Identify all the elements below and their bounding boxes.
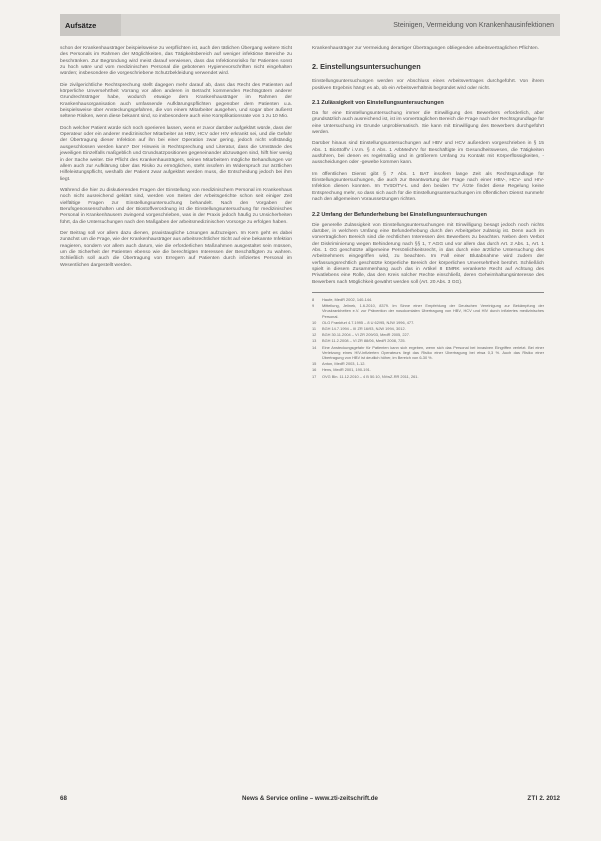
footnote-text: Anton, MedR 2003, 1-12. [322,361,366,367]
footnote-number: 11 [312,325,317,331]
paragraph: Einstellungsuntersuchungen werden vor Abschluss eines Arbeitsvertrages durchgeführt. Von ihrem positiven Ergebnis hängt es ab, ob ein Arbeitsverhältnis begründet wird oder nicht. [312,79,544,91]
footnote-text: Haufe, MedR 2002, 140-144. [322,296,373,302]
paragraph: Im öffentlichen Dienst gibt § 7 Abs. 1 BAT insofern lange Zeit als Rechtsgrundlage für Einstellungsuntersuchungen, die auch zur Beantwortung der Frage nach einer HBV-, HCV- und HIV-Infektion dienen konnten. Im TVöD/TV-L und den beiden TV Ärzte findet diese Regelung keine Entsprechung mehr, so dass sich auch für die Einstellungsuntersuchungen im öffentlichen Dienst nunmehr nach den allgemeinen Voraussetzungen richten. [312,171,544,203]
journal-logo: ZTI [527,795,538,802]
footnote [312,367,544,372]
paragraph: schon der Krankenhausträger beispielsweise zu verpflichten ist, auch den tätlichen Übergang weitere Sicht des Personals im Rahmen der Möglichkeiten, das Tätigkeitsbereich auf weniger infektiöse Bereiche zu beschränken. Zur Begründung wird meist darauf verwiesen, dass das Infektionsrisiko für Patienten sonst zu hoch wäre und vom medizinischen Personal die gebotenen Hygienevorschriften nicht eingehalten würden; insbesondere die vorgeschriebene Schutzbekleidung verwendet wird. [60,46,292,77]
paragraph: Während die hier zu diskutierenden Fragen der Einstellung von medizinischem Personal im Krankenhaus noch nicht ausreichend geklärt sind, werden von Seiten der Arbeitsgerichte schon seit einiger Zeit vielfältige Fragen zur Einstellungsuntersuchung behandelt. Nach den Vorgaben der Berufsgenossenschaften und der Biostoffverordnung ist die Einstellungsuntersuchung für medizinisches Personal in Krankenhäusern zwingend vorgeschrieben, was in der Praxis jedoch häufig zu Unsicherheiten führt, da die Untersuchungen nach den Maßgaben der arbeitsmedizinischen Vorsorge zu erfolgen haben. [60,187,292,225]
journal-issue: 2. 2012 [539,795,560,802]
subsection-heading: 2.2 Umfang der Befunderhebung bei Einstellungsuntersuchungen [312,211,487,218]
running-header [60,14,560,36]
right-column [312,46,544,380]
footnote [312,320,544,325]
section-heading: 2. Einstellungsuntersuchungen [312,62,421,72]
section-label: Aufsätze [60,14,121,36]
footnote-number: 10 [312,319,317,325]
paragraph: Krankenhausträger zur Vermeidung derartiger Übertragungen obliegenden arbeitsvertraglichen Pflichten. [312,46,540,51]
footnote [312,361,544,366]
footnote [312,326,544,331]
footnote-text: BGH 11.2.2008 – VI ZR 88/06, MedR 2008, 725. [322,338,406,344]
subsection-heading: 2.1 Zulässigkeit von Einstellungsuntersuchungen [312,100,444,107]
footnote-text: OVG Bln. 11.12.2010 – 4 B 50.10, NVwZ-RR 2011, 261. [322,373,419,379]
footnote-number: 13 [312,338,317,344]
footnote-text: Eine Ansteckungsgefahr für Patienten kann sich ergeben, wenn sich das Personal bei invasiven Eingriffen verletzt. Bei einer Verletzung eines HIV-infizierten Operateurs liegt das Risiko einer Übertragung bei etwa 0,3 %. Auch das Risiko einer Übertragung von HBV ist deutlich höher, im Bereich von 6-30 %. [322,344,544,360]
footnote [312,297,544,302]
footnote-text: Hens, MedR 2001, 190-191. [322,367,371,373]
page-number: 68 [60,795,67,802]
footnote [312,374,544,379]
page-footer [60,793,560,807]
footnote-number: 8 [312,296,315,302]
paragraph: Darüber hinaus sind Einstellungsuntersuchungen auf HBV und HCV außerdem vorgeschrieben in § 15 Abs. 1 BioStoffV i.V.m. § 4 Abs. 1 ArbMedVV für Beschäftigte im Gesundheitswesen, die Tätigkeiten ausführen, bei denen es regelmäßig und in größerem Umfang zu Kontakt mit Körperflüssigkeiten, -ausscheidungen oder -gewebe kommen kann. [312,141,544,166]
footnote-number: 15 [312,361,317,367]
footnote-number: 9 [312,303,315,309]
left-column [60,46,292,274]
paragraph: Da für eine Einstellungsuntersuchung immer die Einwilligung des Bewerbers erforderlich, aber grundsätzlich auch ausreichend ist, ist im vorvertraglichen Bereich die Frage nach der Rechtsgrundlage für eine Untersuchung im Grunde unproblematisch. Sie kann mit Einwilligung des Bewerbers durchgeführt werden. [312,111,544,136]
footnote-text: Mitteilung, Jelinek, 1.6.2010, 8379. Im Sinne einer Empfehlung der Deutschen Vereinigung zur Bekämpfung der Viruskrankheiten e.V. zur Prävention der nosokomialen Übertragung von HBV, HCV und HIV durch infiziertes medizinisches Personal. [322,303,544,319]
footnote-number: 12 [312,332,317,338]
footnote [312,303,544,319]
footnote-text: OLG Frankfurt 4.7.1995 – 8 U 62/95, NJW 1996, 477. [322,319,415,325]
footnote [312,345,544,361]
footnote [312,338,544,343]
journal-reference [527,795,560,802]
paragraph: Der Beitrag soll vor allem dazu dienen, praxistaugliche Lösungen aufzuzeigen. Im Kern geht es dabei zunächst um die Frage, wie der Krankenhausträger aus arbeitsrechtlicher Sicht auf eine bekannte Infektion reagieren, sondern vor allem auch darum, wie die erforderlichen Maßnahmen ausgestaltet sein müssen, um die Sicherheit der Patienten ebenso wie die berechtigten Interessen der Beschäftigten zu wahren. Schließlich soll auch die Übertragung von Erregern auf Patienten durch infiziertes Personal im Wesentlichen dargestellt werden. [60,230,292,268]
running-title: Steinigen, Vermeidung von Krankenhausinfektionen [393,21,554,29]
footnote-text: BGH 30.11.2004 – VI ZR 209/03, MedR 2005, 227. [322,332,410,338]
paragraph: Die zivilgerichtliche Rechtsprechung stellt dagegen mehr darauf ab, dass das Recht des Patienten auf körperliche Unversehrtheit Vorrang vor allen anderen in Betracht kommenden Rechtsgütern anderer Grundrechtsträger habe, wodurch etwaige dem Krankenhausträger im Rahmen der Krankenhausorganisation auch umfassende Aufklärungspflichten gegenüber dem Patienten u.a. beispielsweise über Ansteckungsgefahren, die von einem Mitarbeiter ausgehen, und sogar über äußerst seltene Risiken, wenn diese bekannt sind, so insbesondere auch eine Komplikationsrate von 1 zu 10 Mio. [60,82,292,120]
footnote-text: BGH 14.7.1994 – III ZR 16/93, NJW 1994, 3012. [322,325,406,331]
paragraph: Doch welcher Patient würde sich noch operieren lassen, wenn er zuvor darüber aufgeklärt würde, dass der Operateur oder ein anderer medizinischer Mitarbeiter an HBV, HCV oder HIV erkrankt sei, und die Gefahr der Übertragung dieser Infektion auf ihn bei einer Operation zwar gering, jedoch nicht vollständig ausgeschlossen werden kann? Der Hinweis in Rechtsprechung und Literatur, dass die Umstände des jeweiligen Einzelfalls maßgeblich und Grundsatzpositionen gegeneinander abzuwägen sind, hilft hier wenig in der Sache weiter. Die Pflicht des Krankenhausträgers, seinen Mitarbeitern mögliche Behandlungen vor allem auch zur Aufklärung über das Risiko zu ermöglichen, steht insofern im Widerspruch zur ärztlichen Hilfeleistungspflicht, weshalb der Patient zwar aufgeklärt werden muss, die Entscheidung jedoch bei ihm liegt. [60,125,292,182]
footnotes [312,292,544,379]
paragraph: Die generelle Zulässigkeit von Einstellungsuntersuchungen mit Einwilligung besagt jedoch noch nichts darüber, in welchem Umfang eine Befunderhebung durch den Arbeitgeber zulässig ist. Denn auch im vorvertraglichen Bereich sind die rechtlichen Interessen des Bewerbers zu beachten. Neben dem Verbot der Diskriminierung wegen Behinderung nach §§ 1, 7 AGG und vor allem das durch Art. 2 Abs. 1, Art. 1 Abs. 1 GG geschützte allgemeine Persönlichkeitsrecht, in das durch eine ärztliche Untersuchung des Arbeitnehmers eingegriffen wird, zu beachten. Im Fall einer Blutabnahme wird zudem der verfassungsrechtlich geschützte körperliche Bereich der körperlichen Unversehrtheit berührt. Schließlich spielt in diesem Zusammenhang auch das in Artikel 8 EMRK verankerte Recht auf Achtung des Privatlebens eine Rolle, das den Kreis solcher Rechte einschließt, deren Geheimhaltungsinteresse des Bewerbers nach Möglichkeit gewährt werden soll (Art. 20 Abs. 3 GG). [312,222,544,285]
footnote-number: 17 [312,373,317,379]
footnote-number: 16 [312,367,317,373]
footnote [312,332,544,337]
footer-tagline: News & Service online – www.zti-zeitschrift.de [242,795,378,802]
footnote-number: 14 [312,344,317,350]
